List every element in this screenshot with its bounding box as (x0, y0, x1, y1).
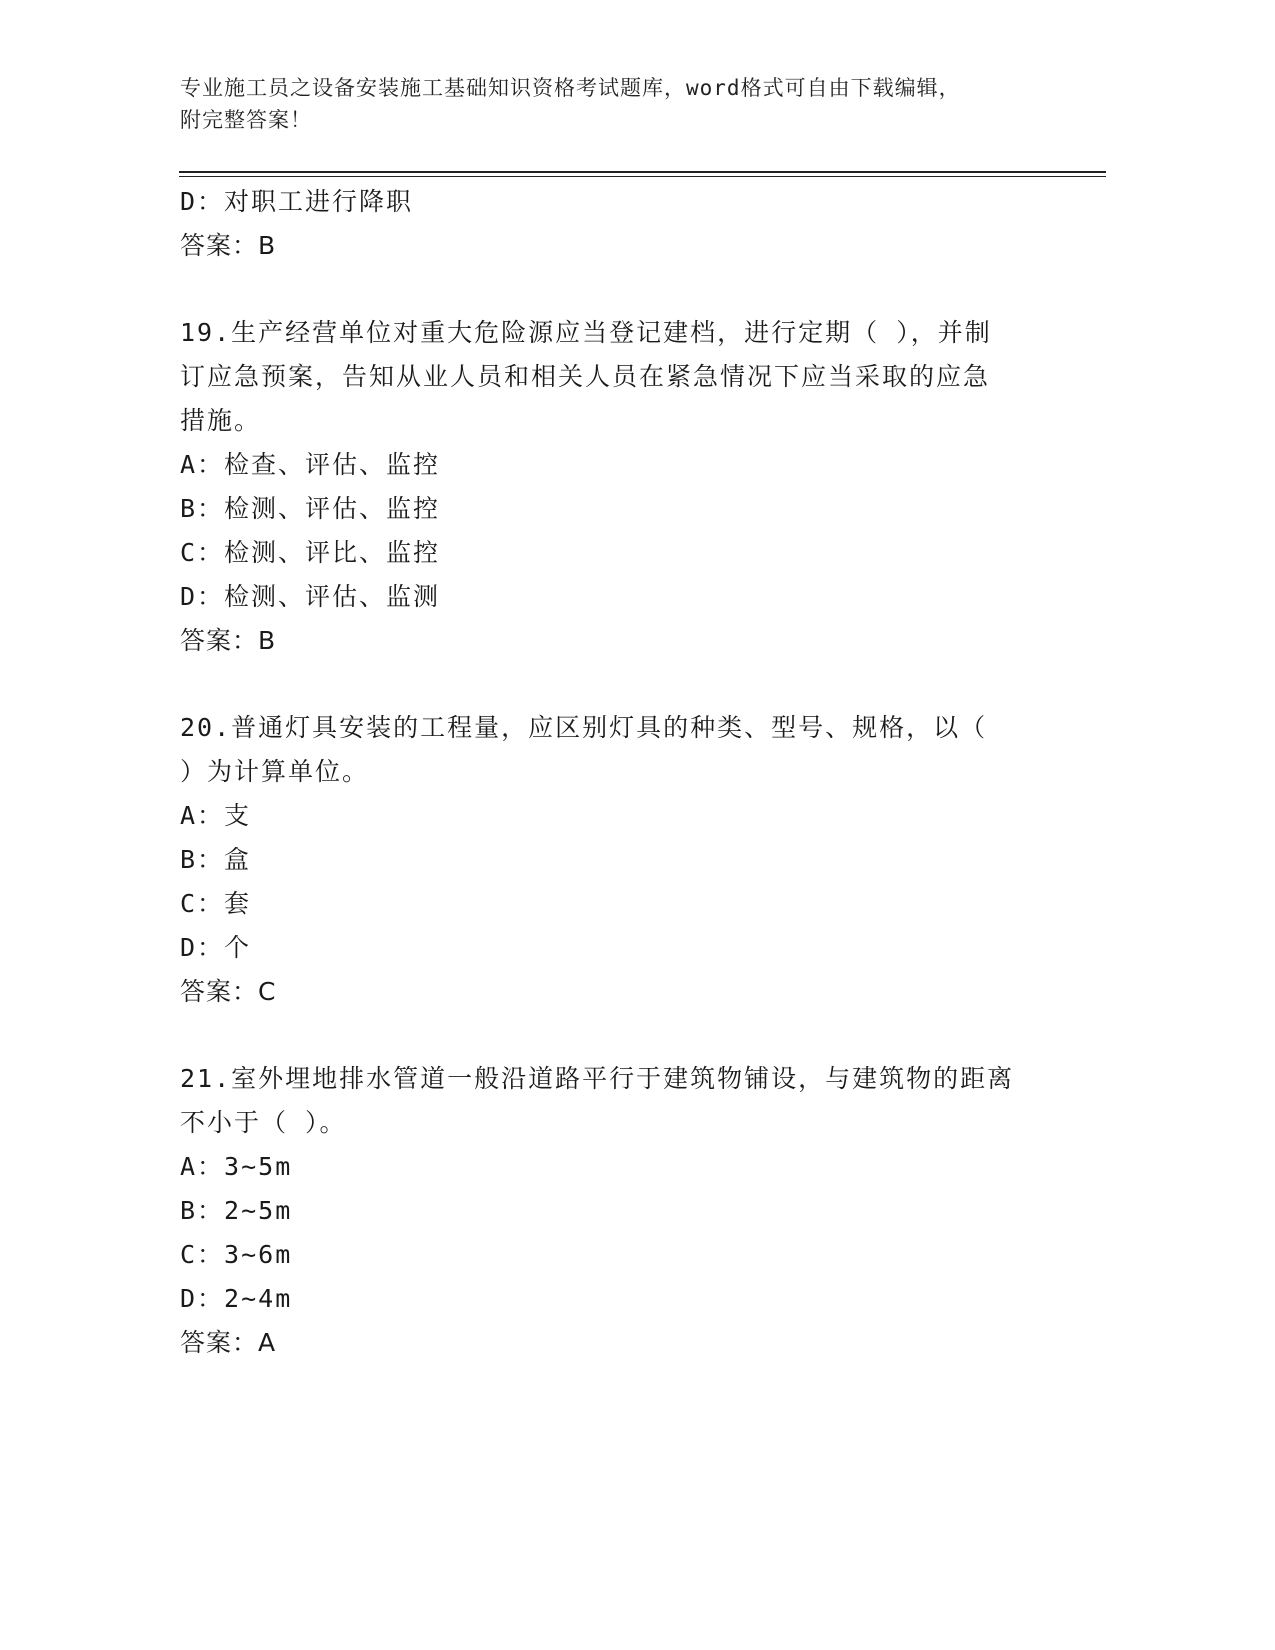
prev-option-d: D：对职工进行降职 (180, 187, 414, 216)
option-d: D：检测、评估、监测 (180, 582, 441, 611)
prev-answer: 答案：B (180, 231, 277, 260)
header-rule-thin (179, 176, 1106, 177)
option-b: B：2~5m (180, 1196, 293, 1225)
question-stem-line: ）为计算单位。 (180, 757, 370, 786)
header-line-1: 专业施工员之设备安装施工基础知识资格考试题库，word格式可自由下载编辑， (180, 76, 961, 100)
question-stem-line: 20.普通灯具安装的工程量，应区别灯具的种类、型号、规格，以（ (180, 713, 988, 742)
question-20 (180, 706, 1040, 1014)
answer: 答案：B (180, 626, 277, 655)
option-d: D：2~4m (180, 1284, 293, 1313)
question-stem-line: 21.室外埋地排水管道一般沿道路平行于建筑物铺设，与建筑物的距离 (180, 1064, 1015, 1093)
question-stem-line: 19.生产经营单位对重大危险源应当登记建档，进行定期（ ），并制 (180, 318, 992, 347)
question-19 (180, 311, 1040, 663)
question-list (180, 180, 1040, 1365)
option-b: B：检测、评估、监控 (180, 494, 441, 523)
answer: 答案：A (180, 1328, 277, 1357)
option-c: C：3~6m (180, 1240, 293, 1269)
option-a: A：3~5m (180, 1152, 293, 1181)
question-stem-line: 不小于（ ）。 (180, 1108, 347, 1137)
header-line-2: 附完整答案！ (180, 108, 312, 132)
option-a: A：检查、评估、监控 (180, 450, 441, 479)
option-c: C：套 (180, 889, 252, 918)
question-21 (180, 1057, 1040, 1365)
question-stem-line: 措施。 (180, 406, 262, 435)
option-c: C：检测、评比、监控 (180, 538, 441, 567)
answer: 答案：C (180, 977, 277, 1006)
question-stem-line: 订应急预案，告知从业人员和相关人员在紧急情况下应当采取的应急 (180, 362, 991, 391)
option-b: B：盒 (180, 845, 252, 874)
option-a: A：支 (180, 801, 252, 830)
option-d: D：个 (180, 933, 252, 962)
page-header (180, 72, 1060, 136)
header-rule (179, 171, 1106, 173)
